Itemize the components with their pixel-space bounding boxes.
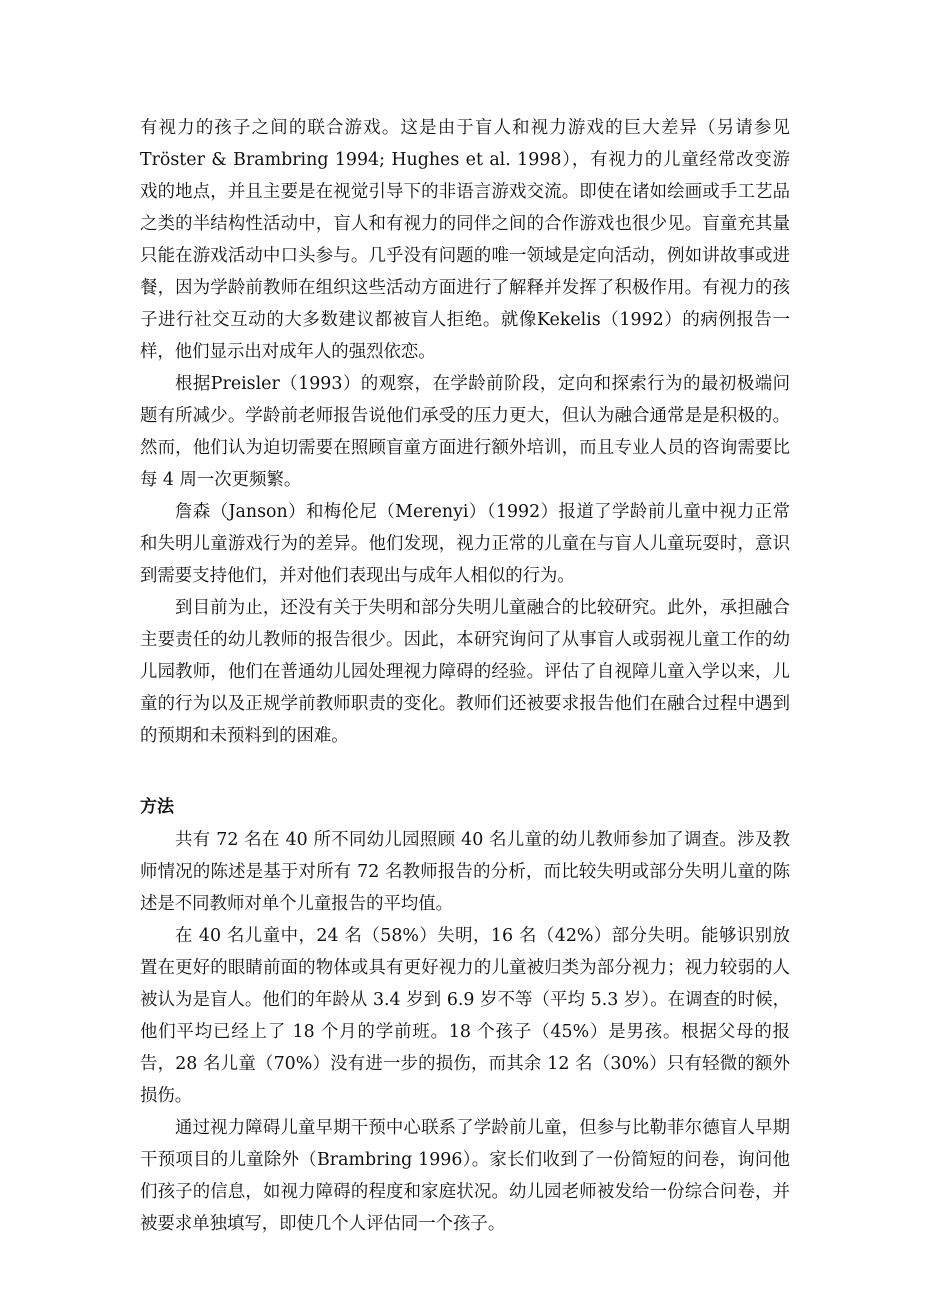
methods-paragraph-2: 在 40 名儿童中，24 名（58%）失明，16 名（42%）部分失明。能够识别放置在更好的眼睛前面的物体或具有更好视力的儿童被归类为部分视力；视力较弱的人被认为是盲人。他们的年龄从 3.4 岁到 6.9 岁不等（平均 5.3 岁）。在调查的时候，他们平均已经上了 18 个月的学前班。18 个孩子（45%）是男孩。根据父母的报告，28 名儿童（70%）没有进一步的损伤，而其余 12 名（30%）只有轻微的额外损伤。 (140, 926, 790, 1106)
intro-paragraph-4: 到目前为止，还没有关于失明和部分失明儿童融合的比较研究。此外，承担融合主要责任的幼儿教师的报告很少。因此，本研究询问了从事盲人或弱视儿童工作的幼儿园教师，他们在普通幼儿园处理视力障碍的经验。评估了自视障儿童入学以来，儿童的行为以及正规学前教师职责的变化。教师们还被要求报告他们在融合过程中遇到的预期和未预料到的困难。 (140, 598, 790, 746)
intro-paragraph-3: 詹森（Janson）和梅伦尼（Merenyi）（1992）报道了学龄前儿童中视力正常和失明儿童游戏行为的差异。他们发现，视力正常的儿童在与盲人儿童玩耍时，意识到需要支持他们，并对他们表现出与成年人相似的行为。 (140, 502, 790, 586)
section-spacer (140, 752, 790, 791)
methods-paragraph-3: 通过视力障碍儿童早期干预中心联系了学龄前儿童，但参与比勒菲尔德盲人早期干预项目的儿童除外（Brambring 1996）。家长们收到了一份简短的问卷，询问他们孩子的信息，如视力障碍的程度和家庭状况。幼儿园老师被发给一份综合问卷，并被要求单独填写，即使几个人评估同一个孩子。 (140, 1118, 790, 1234)
methods-heading: 方法 (140, 797, 174, 817)
intro-paragraph-2: 根据Preisler（1993）的观察，在学龄前阶段，定向和探索行为的最初极端问题有所减少。学龄前老师报告说他们承受的压力更大，但认为融合通常是是积极的。然而，他们认为迫切需要在照顾盲童方面进行额外培训，而且专业人员的咨询需要比每 4 周一次更频繁。 (140, 374, 790, 490)
methods-paragraph-1: 共有 72 名在 40 所不同幼儿园照顾 40 名儿童的幼儿教师参加了调查。涉及教师情况的陈述是基于对所有 72 名教师报告的分析，而比较失明或部分失明儿童的陈述是不同教师对单个儿童报告的平均值。 (140, 830, 790, 914)
intro-paragraph-1: 有视力的孩子之间的联合游戏。这是由于盲人和视力游戏的巨大差异（另请参见Tröster & Brambring 1994; Hughes et al. 1998），有视力的儿童经常改变游戏的地点，并且主要是在视觉引导下的非语言游戏交流。即使在诸如绘画或手工艺品之类的半结构性活动中，盲人和有视力的同伴之间的合作游戏也很少见。盲童充其量只能在游戏活动中口头参与。几乎没有问题的唯一领域是定向活动，例如讲故事或进餐，因为学龄前教师在组织这些活动方面进行了解释并发挥了积极作用。有视力的孩子进行社交互动的大多数建议都被盲人拒绝。就像Kekelis（1992）的病例报告一样，他们显示出对成年人的强烈依恋。 (140, 118, 790, 362)
document-page (140, 112, 790, 1240)
